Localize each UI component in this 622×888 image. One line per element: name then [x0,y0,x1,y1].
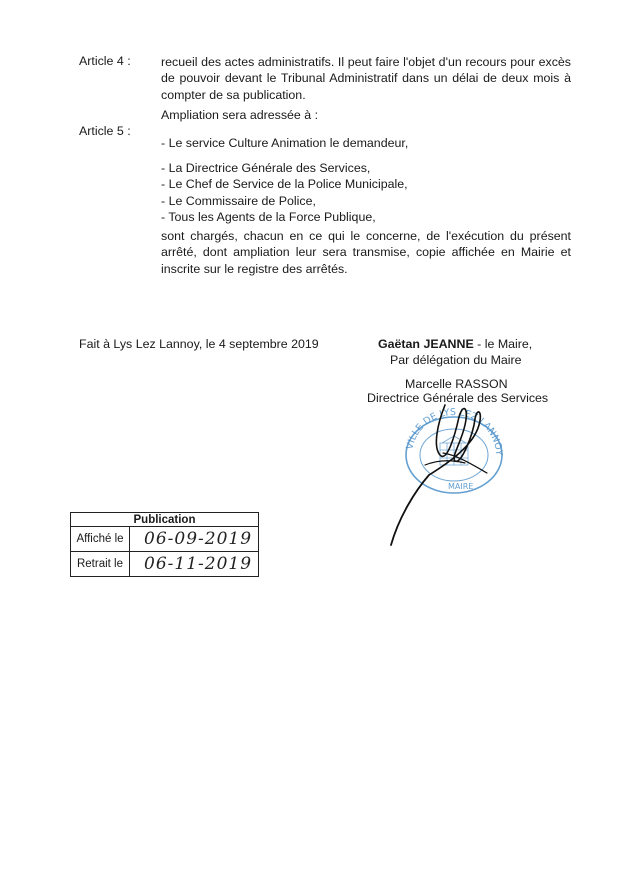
delegate-title: Directrice Générale des Services [367,391,549,405]
recipient-item: - Le Chef de Service de la Police Municipale, [161,177,408,192]
first-recipient: - Le service Culture Animation le demandeur, [161,136,409,150]
stamp-bottom-text: MAIRE [448,482,474,491]
ampliation-line: Ampliation sera adressée à : [161,108,319,122]
delegation-line: Par délégation du Maire [390,353,522,367]
signatory-line [378,337,532,351]
recipient-item: - Tous les Agents de la Force Publique, [161,209,376,224]
handwritten-signature [385,395,515,555]
article-5-label: Article 5 : [79,124,131,138]
signatory-role: - le Maire, [473,337,533,351]
displayed-date: 06-09-2019 [144,529,253,549]
recipient-item: - La Directrice Générale des Services, [161,161,371,175]
article-4-label: Article 4 : [79,54,131,68]
withdrawal-label: Retrait le [71,552,130,577]
article-4-text: recueil des actes administratifs. Il peut faire l'objet d'un recours pour excès de pouvoir devant le Tribunal Administratif dans un délai de deux mois à compter de sa publication. [161,55,571,102]
withdrawal-date: 06-11-2019 [144,554,253,574]
stamp-text: VILLE DE LYS LEZ LANNOY [404,406,505,456]
withdrawal-date-cell [130,552,259,577]
publication-header: Publication [71,513,259,527]
table-row [71,527,259,552]
recipient-item: - Le Commissaire de Police, [161,193,316,208]
publication-table [70,512,259,577]
displayed-label: Affiché le [71,527,130,552]
place-date: Fait à Lys Lez Lannoy, le 4 septembre 2019 [79,337,319,351]
signatory-name: Gaëtan JEANNE [378,337,474,351]
delegate-name: Marcelle RASSON [405,377,508,391]
recipient-list [161,160,408,225]
table-row [71,552,259,577]
closing-paragraph: sont chargés, chacun en ce qui le concerne, de l'exécution du présent arrêté, dont ampliation leur sera transmise, copie affichée en Mairie et inscrite sur le registre des arrêtés. [161,229,571,276]
displayed-date-cell [130,527,259,552]
